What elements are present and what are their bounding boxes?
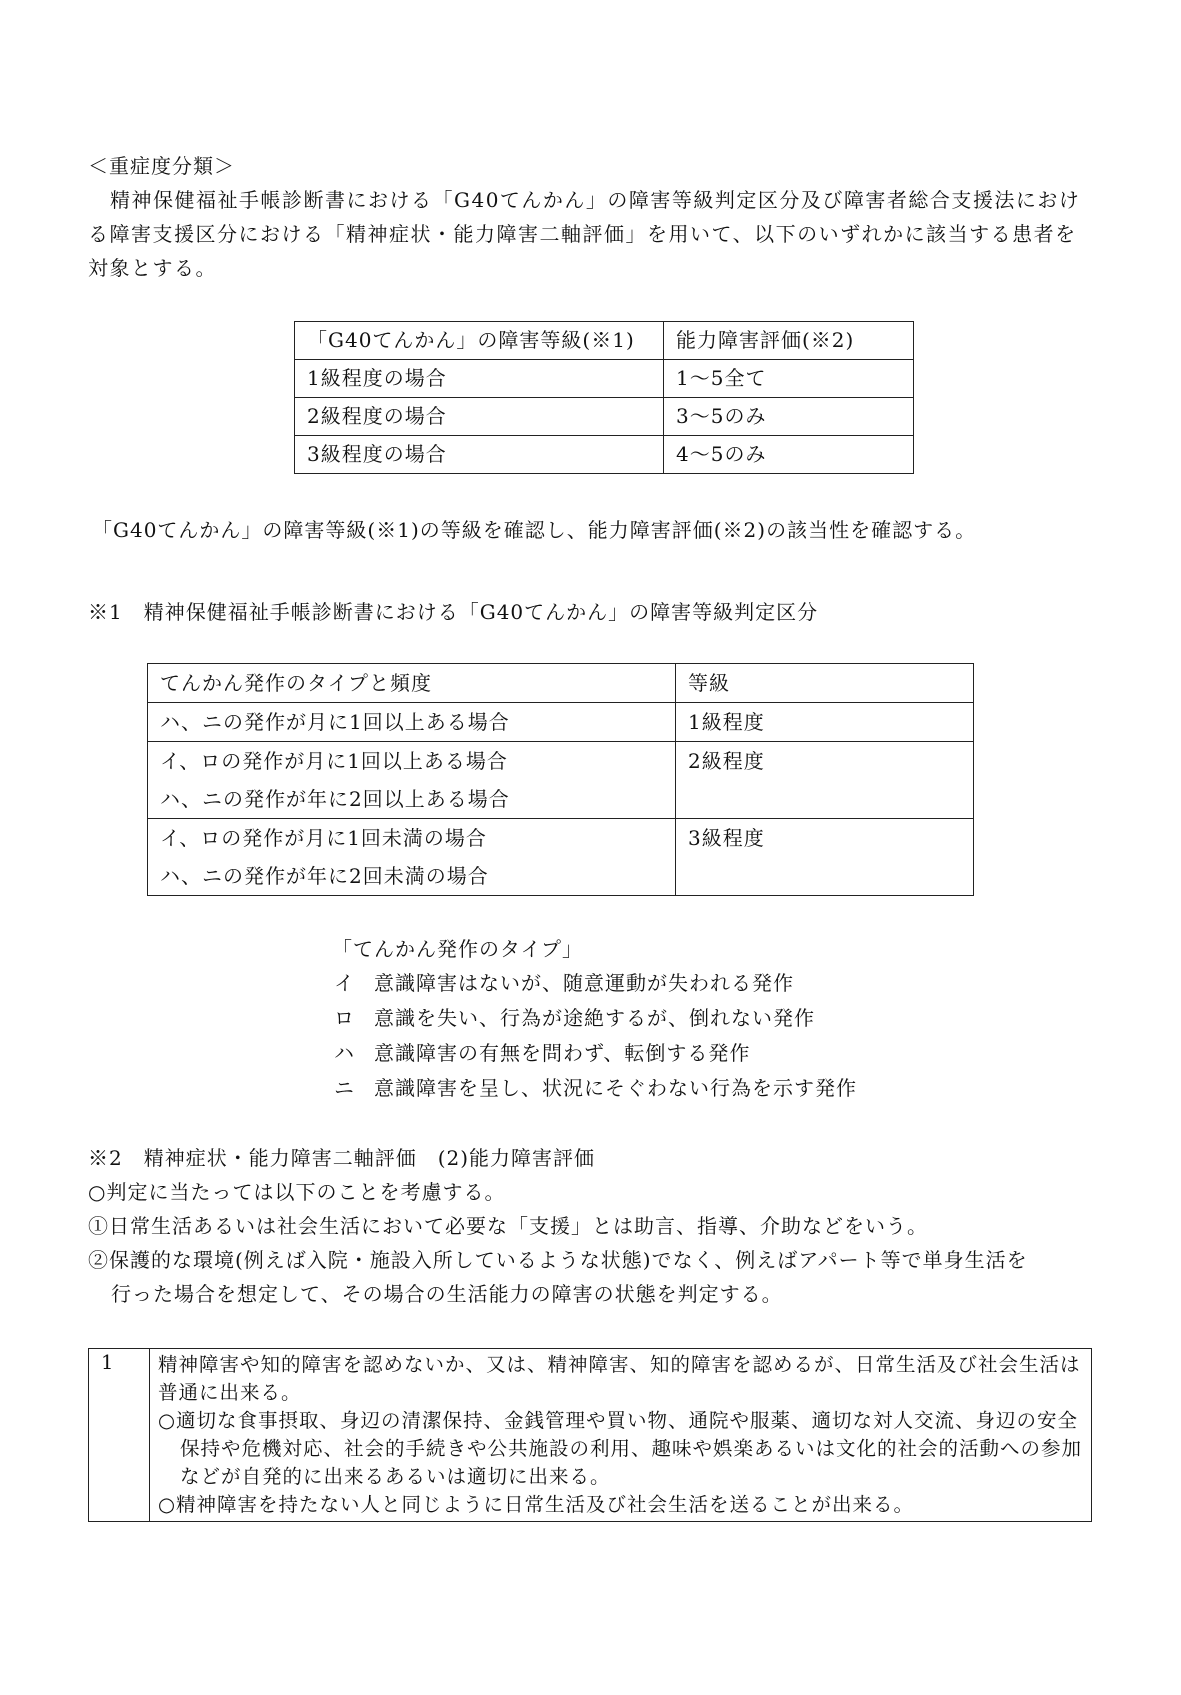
level-sub-text: ○精神障害を持たない人と同じように日常生活及び社会生活を送ることが出来る。 bbox=[158, 1493, 915, 1516]
table-header-row bbox=[295, 322, 914, 360]
grade-cell: 2級程度の場合 bbox=[295, 398, 664, 436]
seizure-type-key: ロ bbox=[334, 1006, 355, 1030]
grade-cell: 3級程度の場合 bbox=[295, 436, 664, 474]
table-row bbox=[295, 398, 914, 436]
seizure-type-key: ニ bbox=[334, 1076, 355, 1100]
seizure-type-text: 意識を失い、行為が途絶するが、倒れない発作 bbox=[374, 1006, 815, 1030]
frequency-line: ハ、ニの発作が月に1回以上ある場合 bbox=[160, 710, 510, 734]
frequency-line: イ、ロの発作が月に1回未満の場合 bbox=[160, 826, 487, 850]
note2-line: ○判定に当たっては以下のことを考慮する。 bbox=[88, 1180, 506, 1204]
level-number-cell: 1 bbox=[89, 1349, 150, 1522]
level-description-cell bbox=[150, 1349, 1092, 1522]
ability-cell: 3～5のみ bbox=[664, 398, 914, 436]
note1-title: ※1 精神保健福祉手帳診断書における「G40てんかん」の障害等級判定区分 bbox=[88, 600, 819, 624]
seizure-type-text: 意識障害はないが、随意運動が失われる発作 bbox=[374, 971, 794, 995]
intro-paragraph: 精神保健福祉手帳診断書における「G40てんかん」の障害等級判定区分及び障害者総合支援法における障害支援区分における「精神症状・能力障害二軸評価」を用いて、以下のいずれかに該当する患者を対象とする。 bbox=[88, 188, 1081, 280]
section-heading: ＜重症度分類＞ bbox=[88, 154, 235, 178]
table-header-cell: 等級 bbox=[676, 664, 974, 703]
note2-line: ①日常生活あるいは社会生活において必要な「支援」とは助言、指導、介助などをいう。 bbox=[88, 1214, 928, 1238]
table-row bbox=[148, 819, 974, 896]
table-row bbox=[148, 742, 974, 819]
grade-cell: 3級程度 bbox=[676, 819, 974, 896]
table-row bbox=[148, 703, 974, 742]
grade-cell: 1級程度 bbox=[676, 703, 974, 742]
frequency-line: ハ、ニの発作が年に2回以上ある場合 bbox=[160, 787, 510, 811]
table-header-cell: 能力障害評価(※2) bbox=[664, 322, 914, 360]
level-sub-text: ○適切な食事摂取、身辺の清潔保持、金銭管理や買い物、通院や服薬、適切な対人交流、身辺の安全保持や危機対応、社会的手続きや公共施設の利用、趣味や娯楽あるいは文化的社会的活動への参加などが自発的に出来るあるいは適切に出来る。 bbox=[158, 1409, 1083, 1488]
ability-level-table bbox=[88, 1348, 1092, 1522]
seizure-type-key: ハ bbox=[334, 1041, 355, 1065]
frequency-cell bbox=[148, 742, 676, 819]
note2-line: 行った場合を想定して、その場合の生活能力の障害の状態を判定する。 bbox=[111, 1282, 783, 1306]
note2-line: ②保護的な環境(例えば入院・施設入所しているような状態)でなく、例えばアパート等で単身生活を bbox=[88, 1248, 1028, 1272]
seizure-type-text: 意識障害を呈し、状況にそぐわない行為を示す発作 bbox=[374, 1076, 857, 1100]
table-row bbox=[295, 436, 914, 474]
seizure-types-title: 「てんかん発作のタイプ」 bbox=[332, 937, 583, 961]
level-main-text: 精神障害や知的障害を認めないか、又は、精神障害、知的障害を認めるが、日常生活及び社会生活は普通に出来る。 bbox=[158, 1353, 1081, 1404]
ability-cell: 1～5全て bbox=[664, 360, 914, 398]
note2-title: ※2 精神症状・能力障害二軸評価 (2)能力障害評価 bbox=[88, 1146, 596, 1170]
grade-cell: 2級程度 bbox=[676, 742, 974, 819]
table-header-cell: 「G40てんかん」の障害等級(※1) bbox=[295, 322, 664, 360]
table-row bbox=[295, 360, 914, 398]
frequency-cell bbox=[148, 703, 676, 742]
seizure-type-text: 意識障害の有無を問わず、転倒する発作 bbox=[374, 1041, 751, 1065]
table-row bbox=[89, 1349, 1092, 1522]
frequency-line: ハ、ニの発作が年に2回未満の場合 bbox=[160, 864, 489, 888]
confirm-note: 「G40てんかん」の障害等級(※1)の等級を確認し、能力障害評価(※2)の該当性を確認する。 bbox=[92, 518, 977, 542]
grade-ability-table bbox=[294, 321, 914, 474]
table-header-cell: てんかん発作のタイプと頻度 bbox=[148, 664, 676, 703]
grade-cell: 1級程度の場合 bbox=[295, 360, 664, 398]
ability-cell: 4～5のみ bbox=[664, 436, 914, 474]
seizure-type-key: イ bbox=[334, 971, 355, 995]
frequency-line: イ、ロの発作が月に1回以上ある場合 bbox=[160, 749, 508, 773]
frequency-cell bbox=[148, 819, 676, 896]
seizure-grade-table bbox=[147, 663, 974, 896]
table-header-row bbox=[148, 664, 974, 703]
